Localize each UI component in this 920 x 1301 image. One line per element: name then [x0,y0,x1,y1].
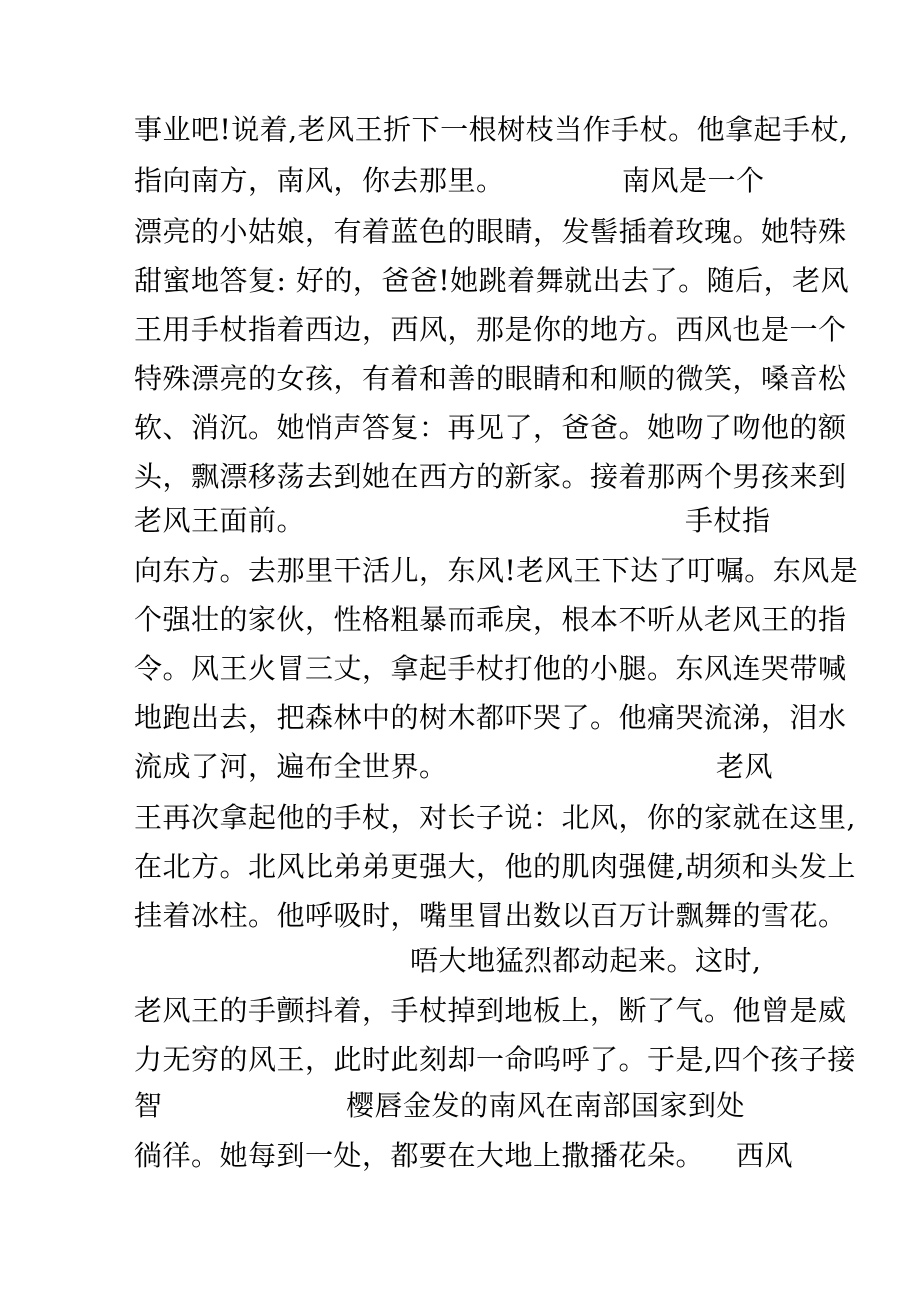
text-line-21: 智 [134,1089,163,1122]
text-line-5: 王用手杖指着西边，西风，那是你的地方。西风也是一个 [134,313,847,346]
text-line-2-tail: 南风是一个 [622,164,765,197]
text-line-3: 漂亮的小姑娘，有着蓝色的眼睛，发髻插着玫瑰。她特殊 [134,215,847,248]
text-line-2: 指向南方，南风，你去那里。 [134,164,505,197]
text-line-4: 甜蜜地答复: 好的，爸爸!她跳着舞就出去了。随后，老风 [134,264,850,297]
text-line-20: 力无穷的风王，此时此刻却一命呜呼了。于是,四个孩子接 [134,1043,856,1076]
text-line-7: 软、消沉。她悄声答复：再见了，爸爸。她吻了吻他的额 [134,411,847,444]
text-line-16: 在北方。北风比弟弟更强大，他的肌肉强健,胡须和头发上 [134,850,856,883]
text-line-9: 老风王面前。 [134,504,306,537]
text-line-13: 地跑出去，把森林中的树木都吓哭了。他痛哭流涕，泪水 [134,701,847,734]
text-line-17: 挂着冰柱。他呼吸时，嘴里冒出数以百万计飘舞的雪花。 [134,899,847,932]
text-line-6: 特殊漂亮的女孩，有着和善的眼睛和和顺的微笑，嗓音松 [134,362,847,395]
text-line-18: 唔大地猛烈都动起来。这时, [410,944,762,977]
text-line-15: 王再次拿起他的手杖，对长子说：北风，你的家就在这里, [134,801,856,834]
text-line-12: 令。风王火冒三丈，拿起手杖打他的小腿。东风连哭带喊 [134,652,847,685]
text-line-22-tail: 西风 [736,1139,794,1172]
text-line-11: 个强壮的家伙，性格粗暴而乖戾，根本不听从老风王的指 [134,603,847,636]
text-line-21-tail: 樱唇金发的南风在南部国家到处 [346,1089,746,1122]
text-line-9-tail: 手杖指 [685,504,771,537]
text-line-8: 头，飘漂移荡去到她在西方的新家。接着那两个男孩来到 [134,460,847,493]
text-line-1: 事业吧!说着,老风王折下一根树枝当作手杖。他拿起手杖, [134,113,849,146]
text-line-14: 流成了河，遍布全世界。 [134,750,448,783]
text-line-19: 老风王的手颤抖着，手杖掉到地板上，断了气。他曾是威 [134,994,847,1027]
text-line-14-tail: 老风 [716,750,774,783]
text-line-10: 向东方。去那里干活儿，东风!老风王下达了叮嘱。东风是 [134,554,859,587]
text-line-22: 徜徉。她每到一处，都要在大地上撒播花朵。 [134,1139,705,1172]
